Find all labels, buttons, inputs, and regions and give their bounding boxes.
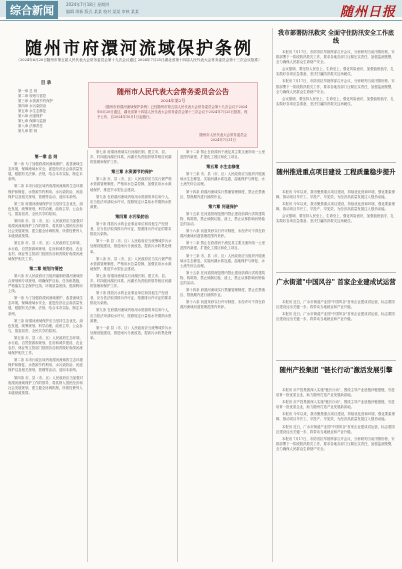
chapter-heading: 第五章 水生态修复 xyxy=(206,164,240,170)
article-paragraph: 第七条 府澴河流域实行河湖长制，建立市、县、乡、村四级河湖长体系，河湖长负责组织领导相应河湖的管理和保护工作。 xyxy=(90,273,172,289)
news-article xyxy=(276,300,396,356)
article-paragraph: 第二条 本市行政区域内府澴河流域的生态环境保护和修复、水资源节约利用、水污染防治、河道保护以及相关规划、管理等活动，适用本条例。 xyxy=(8,358,83,373)
article-paragraph: 第十二条 禁止在府澴河干流及其主要支流岸线一公里范围内新建、扩建化工园区和化工项目。 xyxy=(180,150,266,160)
article-divider xyxy=(276,360,396,361)
article-paragraph: 本报讯 近日，广水市街道产业园"中国风谷"首家企业建成试运营，标志着园区建设迈出关键一步，将带动当地就业和产业升级。 xyxy=(276,300,395,310)
news-headline: 随州推进重点项目建设 工程质量稳步提升 xyxy=(276,168,396,176)
toc-item: 第五章 水生态修复 xyxy=(18,109,47,113)
article-paragraph: 本报讯 市产投集团深入实施"链长行动"，围绕主导产业延链补链强链，引进培育一批优质企业，助力随州打造产业发展新高地。 xyxy=(276,400,395,410)
toc-item: 第七章 保障与监督 xyxy=(18,119,47,123)
article-column-1 xyxy=(8,150,84,562)
table-of-contents xyxy=(12,80,80,134)
article-paragraph: 第四条 市、县（市、区）人民政府应当加强对府澴河流域保护工作的领导，将其纳入国民经济和社会发展规划，建立健全协调机制，所需经费列入本级财政预算。 xyxy=(8,219,83,239)
news-headline: 广水街道"中国风谷" 首家企业建成试运营 xyxy=(276,278,396,286)
news-headline: 我市部署防汛救灾 全面守住防汛安全工作底线 xyxy=(277,30,395,45)
notice-sign-org: 随州市人民代表大会常务委员会 xyxy=(199,133,247,137)
article-divider xyxy=(276,162,396,163)
editor-credits: 编辑 周新 版式 某某 校对 某某 审核 某某 xyxy=(66,9,139,14)
article-paragraph: 第九条 在府澴河流域内取用水资源的单位和个人，应当依法申请取水许可，按照规定计量取水并缴纳水资源费。 xyxy=(90,194,172,209)
article-paragraph: 第十六条 河道采砂实行许可制度，未经许可不得在府澴河流域河道管理范围内采砂。 xyxy=(180,300,266,310)
article-paragraph: 本报讯 7月17日，市防汛抗旱指挥部召开会议，分析研判当前汛情形势，安排部署下一阶段防汛救灾工作，要求各地各部门压紧压实责任，加强监测预警，全力确保人民群众生命财产安全。 xyxy=(276,79,395,94)
toc-item: 第四章 水污染防治 xyxy=(18,104,47,108)
article-paragraph: 第五条 市、县（市、区）人民政府生态环境、水行政、自然资源和规划、住房和城乡建设、农业农村、林业等主管部门按照各自职责做好府澴河流域保护相关工作。 xyxy=(8,241,83,261)
chapter-heading: 第三章 水资源节约保护 xyxy=(111,169,153,175)
issue-date: 2024年7月18日 星期四 xyxy=(66,2,110,7)
article-paragraph: 第十五条 在河道管理范围内禁止建设妨碍行洪的建筑物、构筑物，禁止倾倒垃圾、渣土，禁止从事影响河势稳定的活动。 xyxy=(180,211,266,227)
article-paragraph: 本报讯 今年以来，我市聚焦重点项目建设，持续优化营商环境，强化要素保障，推动项目早开工、早投产、早见效，为经济高质量发展注入强劲动能。 xyxy=(276,190,395,200)
article-paragraph: 会议强调，要坚持人民至上、生命至上，强化风险意识，加强值班值守，扎实做好各项应急准备，坚决打赢防汛救灾这场硬仗。 xyxy=(276,67,394,77)
notice-number: 2024年第2号 xyxy=(160,98,186,103)
article-paragraph: 第十条 排放污水的企业事业单位和其他生产经营者，应当依法取得排污许可证，按照排污许可证的要求排放污染物。 xyxy=(90,222,172,237)
notice-sign-date: 2024年7月31日 xyxy=(210,138,236,142)
chapter-heading: 第四章 水污染防治 xyxy=(115,213,149,219)
chapter-heading: 第一章 总 则 xyxy=(34,154,58,159)
notice-body: 《随州市府澴河流域保护条例》已经随州市第五届人民代表大会常务委员会第十九次会议于2024年6月20日通过，湖北省第十四届人民代表大会常务委员会第十三次会议于2024年7月25日批准，现予公布，自2024年10月1日起施行。 xyxy=(97,105,248,119)
news-article xyxy=(276,190,396,268)
headline-subtitle: （2024年6月20日随州市第五届人民代表大会常务委员会第十九次会议通过 2024年7月25日湖北省第十四届人民代表大会常务委员会第十三次会议批准） xyxy=(16,58,262,62)
article-paragraph: 第五条 市、县（市、区）人民政府生态环境、水行政、自然资源和规划、住房和城乡建设、农业农村、林业等主管部门按照各自职责做好府澴河流域保护相关工作。 xyxy=(8,335,83,356)
chapter-heading: 第六章 河道保护 xyxy=(208,203,238,209)
article-paragraph: 本报讯 7月17日，市防汛抗旱指挥部召开会议，分析研判当前汛情形势，安排部署下一阶段防汛救灾工作，要求各地各部门压紧压实责任，加强监测预警，全力确保人民群众生命财产安全。 xyxy=(276,50,395,65)
article-paragraph: 本报讯 7月17日，市防汛抗旱指挥部召开会议，分析研判当前汛情形势，安排部署下一阶段防汛救灾工作，要求各地各部门压紧压实责任，加强监测预警，全力确保人民群众生命财产安全。 xyxy=(276,436,395,451)
article-paragraph: 本报讯 近日，广水市街道产业园"中国风谷"首家企业建成试运营，标志着园区建设迈出关键一步，将带动当地就业和产业升级。 xyxy=(276,312,395,322)
article-paragraph: 第十五条 在河道管理范围内禁止建设妨碍行洪的建筑物、构筑物，禁止倾倒垃圾、渣土，禁止从事影响河势稳定的活动。 xyxy=(180,270,266,285)
section-title: 综合新闻 xyxy=(6,1,58,19)
toc-item: 第一章 总 则 xyxy=(18,89,38,93)
article-paragraph: 第十三条 市、县（市、区）人民政府应当组织开展流域水生态修复，实施河湖水系连通、湿地保护与修复、水土流失综合治理。 xyxy=(180,253,266,268)
chapter-heading: 第二章 规划与管控 xyxy=(29,265,63,271)
page-headline: 随州市府澴河流域保护条例 xyxy=(25,39,253,59)
article-paragraph: 第十二条 禁止在府澴河干流及其主要支流岸线一公里范围内新建、扩建化工园区和化工项目。 xyxy=(180,241,266,251)
notice-signature xyxy=(200,133,247,143)
news-headline: 随州产投集团 "链长行动"激活发展引擎 xyxy=(279,366,393,374)
article-paragraph: 本报讯 市产投集团深入实施"链长行动"，围绕主导产业延链补链强链，引进培育一批优质企业，助力随州打造产业发展新高地。 xyxy=(276,388,395,398)
newspaper-logo: 随州日报 xyxy=(339,5,396,20)
article-paragraph: 第七条 府澴河流域实行河湖长制，建立市、县、乡、村四级河湖长体系，河湖长负责组织领导相应河湖的管理和保护工作。 xyxy=(90,150,172,165)
masthead-rule xyxy=(0,20,402,21)
article-paragraph: 本报讯 今年以来，我市聚焦重点项目建设，持续优化营商环境，强化要素保障，推动项目早开工、早投产、早见效，为经济高质量发展注入强劲动能。 xyxy=(276,412,395,422)
masthead xyxy=(0,0,402,26)
article-paragraph: 本报讯 今年以来，我市聚焦重点项目建设，持续优化营商环境，强化要素保障，推动项目早开工、早投产、早见效，为经济高质量发展注入强劲动能。 xyxy=(276,202,395,212)
article-paragraph: 第九条 在府澴河流域内取用水资源的单位和个人，应当依法申请取水许可，按照规定计量取水并缴纳水资源费。 xyxy=(90,308,172,323)
article-paragraph: 会议强调，要坚持人民至上、生命至上，强化风险意识，加强值班值守，扎实做好各项应急准备，坚决打赢防汛救灾这场硬仗。 xyxy=(276,96,394,106)
column-divider xyxy=(272,28,273,562)
toc-item: 第二章 规划与管控 xyxy=(18,94,47,98)
article-paragraph: 第十四条 府澴河流域实行禁捕管理制度，禁止在禁渔区、禁渔期内进行捕捞作业。 xyxy=(180,288,266,298)
article-paragraph: 第十条 排放污水的企业事业单位和其他生产经营者，应当依法取得排污许可证，按照排污许可证的要求排放污染物。 xyxy=(90,291,172,306)
article-paragraph: 第八条 市、县（市、区）人民政府应当实行最严格水资源管理制度，严格用水总量控制，加强饮用水水源地保护，推进节水型社会建设。 xyxy=(90,177,172,192)
article-paragraph: 第十三条 市、县（市、区）人民政府应当组织开展流域水生态修复，实施河湖水系连通、湿地保护与修复、水土流失综合治理。 xyxy=(180,172,266,187)
article-paragraph: 第三条 府澴河流域保护应当坚持生态优先、绿色发展，统筹规划、科学治理，政府主导、公众参与，损害担责、全民共享的原则。 xyxy=(8,318,83,333)
article-divider xyxy=(276,272,396,273)
article-paragraph: 第三条 府澴河流域保护应当坚持生态优先、绿色发展，统筹规划、科学治理，政府主导、公众参与，损害担责、全民共享的原则。 xyxy=(8,201,83,216)
article-paragraph: 第十一条 县（市、区）人民政府应当统筹城乡污水处理设施建设，推进雨污分流改造，提高污水收集处理率。 xyxy=(90,325,172,340)
column-divider xyxy=(87,150,88,562)
toc-title: 目 录 xyxy=(40,81,52,86)
article-paragraph: 第十六条 河道采砂实行许可制度，未经许可不得在府澴河流域河道管理范围内采砂。 xyxy=(180,229,266,239)
article-paragraph: 第一条 为了加强府澴河流域保护，改善流域生态环境，保障流域水安全，促进经济社会高质量发展，根据有关法律、法规，结合本市实际，制定本条例。 xyxy=(8,296,83,316)
article-paragraph: 第一条 为了加强府澴河流域保护，改善流域生态环境，保障流域水安全，促进经济社会高质量发展，根据有关法律、法规，结合本市实际，制定本条例。 xyxy=(8,162,83,182)
news-article xyxy=(276,50,396,158)
article-column-2 xyxy=(90,150,174,562)
article-paragraph: 本报讯 近日，广水市街道产业园"中国风谷"首家企业建成试运营，标志着园区建设迈出关键一步，将带动当地就业和产业升级。 xyxy=(276,424,395,434)
article-paragraph: 第四条 市、县（市、区）人民政府应当加强对府澴河流域保护工作的领导，将其纳入国民经济和社会发展规划，建立健全协调机制，所需经费列入本级财政预算。 xyxy=(8,375,83,395)
column-divider xyxy=(177,150,178,562)
article-paragraph: 会议强调，要坚持人民至上、生命至上，强化风险意识，加强值班值守，扎实做好各项应急准备，坚决打赢防汛救灾这场硬仗。 xyxy=(276,214,394,224)
toc-item: 第九章 附 则 xyxy=(18,129,38,133)
news-article xyxy=(276,388,396,562)
article-paragraph: 第十四条 府澴河流域实行禁捕管理制度，禁止在禁渔区、禁渔期内进行捕捞作业。 xyxy=(180,189,266,199)
article-paragraph: 第二条 本市行政区域内府澴河流域的生态环境保护和修复、水资源节约利用、水污染防治、河道保护以及相关规划、管理等活动，适用本条例。 xyxy=(8,184,83,199)
toc-item: 第三章 水资源节约保护 xyxy=(18,99,53,103)
article-paragraph: 第八条 市、县（市、区）人民政府应当实行最严格水资源管理制度，严格用水总量控制，加强饮用水水源地保护，推进节水型社会建设。 xyxy=(90,256,172,271)
article-paragraph: 第十一条 县（市、区）人民政府应当统筹城乡污水处理设施建设，推进雨污分流改造，提高污水收集处理率。 xyxy=(90,239,172,254)
article-column-3 xyxy=(180,150,266,562)
toc-item: 第六章 河道保护 xyxy=(18,114,43,118)
official-notice-box xyxy=(88,82,258,148)
notice-title: 随州市人民代表大会常务委员会公告 xyxy=(117,87,229,96)
toc-item: 第八章 法律责任 xyxy=(18,124,43,128)
article-paragraph: 第六条 市人民政府应当组织编制府澴河流域综合规划和专项规划，明确保护目标、任务和措施，严格落实生态保护红线、环境质量底线、资源利用上线。 xyxy=(8,273,83,294)
